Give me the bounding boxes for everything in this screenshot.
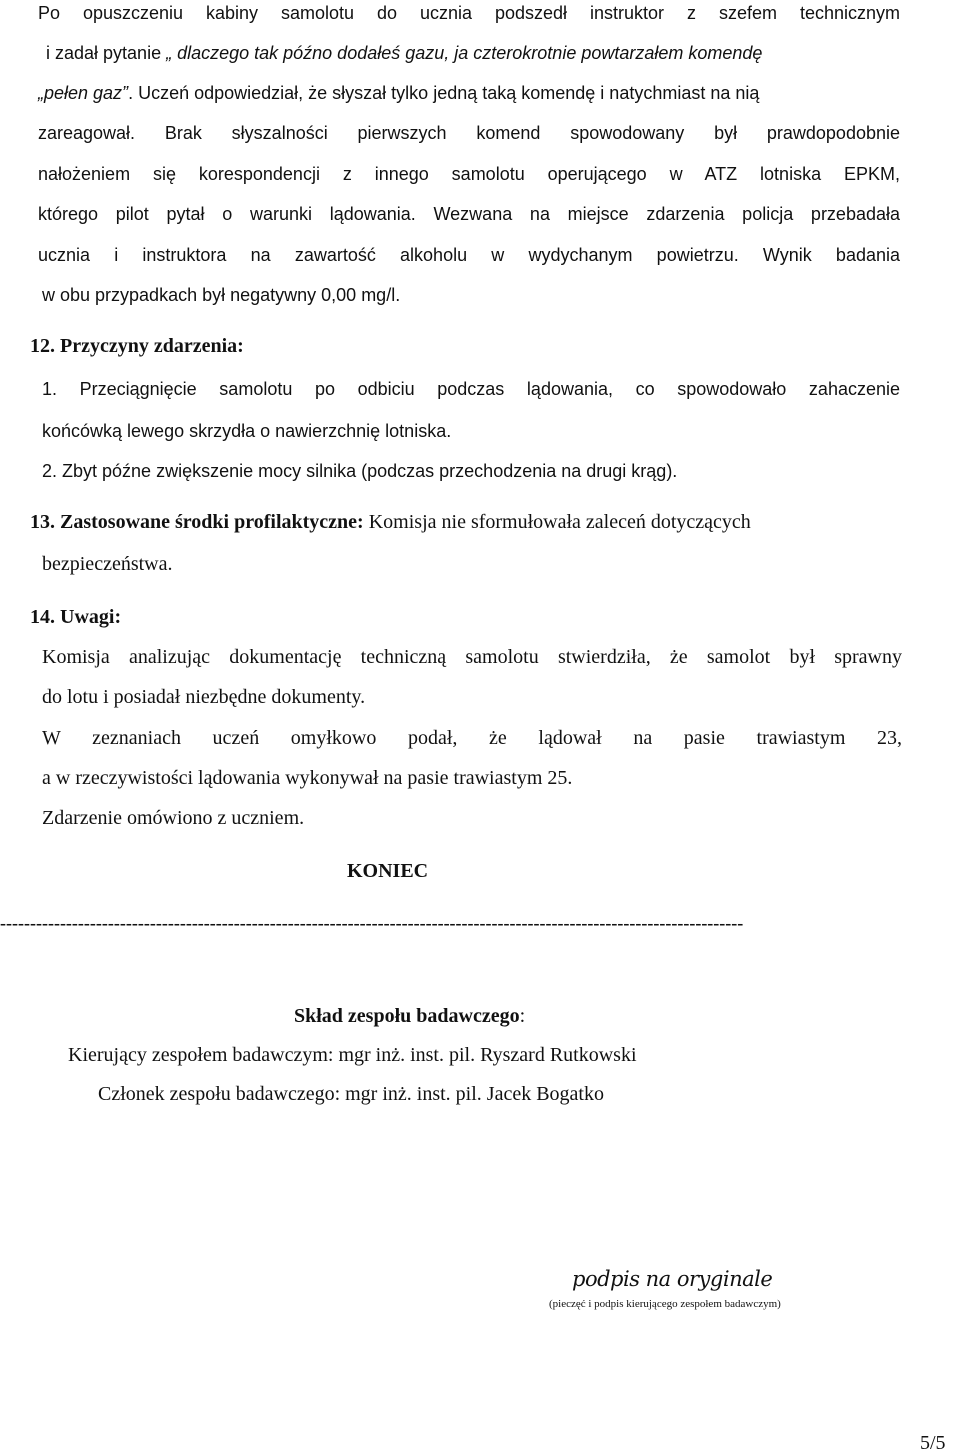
cause-1-line: 1. Przeciągnięcie samolotu po odbiciu podczas lądowania, co spowodowało zahaczenie — [42, 379, 900, 399]
section-12-heading: 12. Przyczyny zdarzenia: — [30, 335, 244, 357]
team-heading: Skład zespołu badawczego: — [294, 1005, 526, 1027]
cause-1-line: końcówką lewego skrzydła o nawierzchnię lotniska. — [42, 421, 452, 441]
paragraph-line: i zadał pytanie „ dlaczego tak późno dodałeś gazu, ja czterokrotnie powtarzałem komendę — [46, 43, 763, 63]
paragraph-line: „pełen gaz”. Uczeń odpowiedział, że słyszał tylko jedną taką komendę i natychmiast na nią — [38, 83, 760, 103]
remarks-line: Komisja analizując dokumentację techniczną samolotu stwierdziła, że samolot był sprawny — [42, 646, 902, 668]
remarks-line: a w rzeczywistości lądowania wykonywał na pasie trawiastym 25. — [42, 767, 573, 789]
paragraph-line: w obu przypadkach był negatywny 0,00 mg/l. — [42, 285, 401, 305]
section-13-heading: 13. Zastosowane środki profilaktyczne: — [30, 511, 364, 533]
team-leader: Kierujący zespołem badawczym: mgr inż. inst. pil. Ryszard Rutkowski — [68, 1044, 637, 1066]
remarks-line: W zeznaniach uczeń omyłkowo podał, że lądował na pasie trawiastym 23, — [42, 727, 902, 749]
signature-caption: (pieczęć i podpis kierującego zespołem badawczym) — [549, 1298, 781, 1310]
page-number: 5/5 — [920, 1432, 946, 1454]
end-marker: KONIEC — [347, 860, 429, 882]
section-13-line: bezpieczeństwa. — [42, 553, 173, 575]
cause-2-line: 2. Zbyt późne zwiększenie mocy silnika (podczas przechodzenia na drugi krąg). — [42, 461, 678, 481]
dashed-separator: ---------------------------------------------------------------------------------------------------------------------------- — [0, 913, 744, 933]
section-14-heading: 14. Uwagi: — [30, 606, 122, 628]
paragraph-line: ucznia i instruktora na zawartość alkoholu w wydychanym powietrzu. Wynik badania — [38, 245, 900, 265]
paragraph-line: którego pilot pytał o warunki lądowania. Wezwana na miejsce zdarzenia policja przebadała — [38, 204, 900, 224]
paragraph-line: zareagował. Brak słyszalności pierwszych komend spowodowany był prawdopodobnie — [38, 123, 900, 143]
handwritten-signature-note: podpis na oryginale — [572, 1267, 773, 1291]
paragraph-line: Po opuszczeniu kabiny samolotu do ucznia podszedł instruktor z szefem technicznym — [38, 3, 900, 23]
remarks-line: Zdarzenie omówiono z uczniem. — [42, 807, 305, 829]
remarks-line: do lotu i posiadał niezbędne dokumenty. — [42, 686, 366, 708]
paragraph-line: nałożeniem się korespondencji z innego samolotu operującego w ATZ lotniska EPKM, — [38, 164, 900, 184]
team-member: Członek zespołu badawczego: mgr inż. inst. pil. Jacek Bogatko — [98, 1083, 604, 1105]
section-13: 13. Zastosowane środki profilaktyczne: Komisja nie sformułowała zaleceń dotyczących — [30, 511, 751, 533]
